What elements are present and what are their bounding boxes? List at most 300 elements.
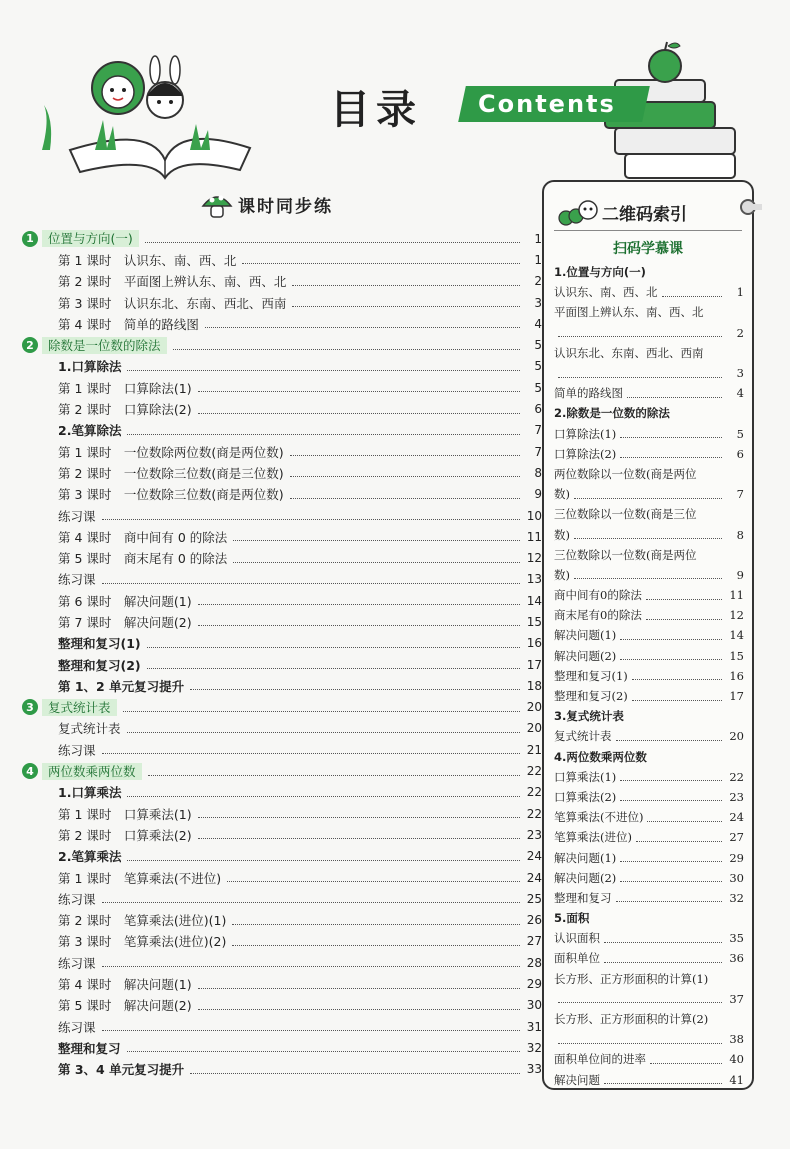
page-number: 11 [729,588,744,603]
qr-entry-label: 三位数除以一位数(商是两位 [554,547,697,562]
page-number: 37 [729,991,744,1006]
leader-dots [646,591,722,600]
page-number: 23 [526,827,542,842]
section-title: 位置与方向(一) [42,230,139,247]
page-number: 6 [534,402,542,417]
page-number: 32 [729,890,744,905]
page-number: 10 [526,508,542,523]
leader-dots [145,234,520,243]
page-number: 31 [526,1019,542,1034]
qr-entry-label: 长方形、正方形面积的计算(2) [554,1011,709,1026]
qr-section-heading [554,262,744,282]
qr-entry[interactable] [554,323,744,343]
qr-section-heading [554,403,744,423]
qr-entry-label: 复式统计表 [554,729,612,744]
toc-entry[interactable] [22,782,542,803]
section-title: 除数是一位数的除法 [42,337,167,354]
page-number: 17 [526,657,542,672]
page-number: 2 [534,274,542,289]
section-number-badge: 3 [22,699,38,715]
qr-entry[interactable] [554,646,744,666]
leader-dots [620,873,722,882]
qr-entry[interactable] [554,605,744,625]
toc-entry[interactable] [22,484,542,505]
page-number: 7 [736,487,744,502]
leader-dots [604,934,722,943]
toc-left [22,228,542,1080]
leader-dots [233,554,520,563]
entry-label: 整理和复习(2) [58,657,141,673]
page-number: 11 [526,529,542,544]
page-number: 1 [534,252,542,267]
qr-entry[interactable] [554,827,744,847]
leader-dots [558,328,722,337]
leader-dots [127,426,520,435]
qr-entry[interactable] [554,686,744,706]
qr-entry-label: 口算乘法(1) [554,769,617,784]
page-number: 14 [526,593,542,608]
qr-entry-text[interactable] [554,545,744,565]
page-number: 3 [534,295,542,310]
toc-entry[interactable] [22,803,542,824]
qr-entry-label: 三位数除以一位数(商是三位 [554,507,697,522]
qr-entry-label: 长方形、正方形面积的计算(1) [554,971,709,986]
qr-entry[interactable] [554,444,744,464]
qr-entry-label: 两位数除以一位数(商是两位 [554,466,697,481]
page-number: 6 [736,446,744,461]
leader-dots [102,894,520,903]
qr-entry[interactable] [554,424,744,444]
qr-entry[interactable] [554,625,744,645]
page-number: 5 [534,359,542,374]
toc-entry[interactable] [22,590,542,611]
qr-index-list [554,262,744,1090]
toc-entry[interactable] [22,739,542,760]
leader-dots [604,1075,722,1084]
qr-entry-text[interactable] [554,504,744,524]
page-number: 12 [729,608,744,623]
page-number: 24 [526,870,542,885]
leader-dots [650,1055,722,1064]
leader-dots [127,1043,520,1052]
page-number: 36 [729,951,744,966]
leader-dots [233,532,520,541]
qr-entry-text[interactable] [554,343,744,363]
leader-dots [190,1065,520,1074]
entry-label: 第 1 课时 笔算乘法(不进位) [58,870,222,886]
kids-illustration [92,56,183,118]
leader-dots [620,651,722,660]
page-number: 32 [526,1040,542,1055]
qr-entry[interactable] [554,1049,744,1069]
page-number: 20 [729,729,744,744]
qr-entry-label: 笔算乘法(不进位) [554,810,644,825]
toc-entry[interactable] [22,526,542,547]
qr-index-panel [542,180,754,1090]
toc-entry[interactable] [22,249,542,270]
leader-dots [627,389,722,398]
leader-dots [647,813,722,822]
leader-dots [102,745,520,754]
leader-dots [290,468,520,477]
page-number: 1 [736,285,744,300]
entry-label: 第 4 课时 简单的路线图 [58,316,199,332]
leader-dots [102,1022,520,1031]
toc-entry[interactable] [22,888,542,909]
leader-dots [232,937,520,946]
toc-entry[interactable] [22,633,542,654]
entry-label: 复式统计表 [58,721,121,737]
leader-dots [620,631,722,640]
page-number: 15 [526,614,542,629]
toc-entry[interactable] [22,824,542,845]
entry-label: 第 2 课时 口算除法(2) [58,402,192,418]
page-number: 5 [534,380,542,395]
leader-dots [147,660,520,669]
contents-banner [458,86,650,122]
entry-label: 练习课 [58,891,96,907]
leader-dots [102,958,520,967]
leader-dots [616,732,723,741]
page-number: 1 [534,231,542,246]
entry-label: 第 1 课时 认识东、南、西、北 [58,252,237,268]
page-number: 16 [526,636,542,651]
caterpillar-icon [556,194,600,228]
page-number: 22 [526,785,542,800]
leader-dots [127,788,520,797]
qr-entry-label: 解决问题(1) [554,628,617,643]
leader-dots [620,792,722,801]
qr-entry-label: 数) [554,527,570,542]
toc-entry[interactable] [22,1059,542,1080]
leader-dots [620,449,722,458]
qr-entry[interactable] [554,666,744,686]
toc-entry[interactable] [22,420,542,441]
leader-dots [198,1001,520,1010]
qr-entry-label: 解决问题(2) [554,870,617,885]
entry-label: 第 2 课时 一位数除三位数(商是三位数) [58,465,284,481]
leader-dots [127,852,520,861]
qr-entry[interactable] [554,767,744,787]
entry-label: 第 5 课时 商末尾有 0 的除法 [58,551,228,567]
entry-label: 整理和复习 [58,1040,121,1056]
qr-entry[interactable] [554,807,744,827]
leader-dots [574,530,722,539]
leader-dots [102,511,520,520]
entry-label: 第 7 课时 解决问题(2) [58,614,192,630]
entry-label: 整理和复习(1) [58,636,141,652]
leader-dots [574,570,722,579]
binder-clip-icon [740,198,762,216]
section-number-badge: 4 [22,763,38,779]
leader-dots [604,954,722,963]
page-number: 27 [729,830,744,845]
entry-label: 第 2 课时 口算乘法(2) [58,827,192,843]
qr-entry[interactable] [554,726,744,746]
leader-dots [227,873,520,882]
entry-label: 练习课 [58,508,96,524]
leader-dots [123,703,520,712]
leader-dots [290,490,520,499]
qr-entry-label: 解决问题(1) [554,850,617,865]
qr-entry-label: 认识东北、东南、西北、西南 [554,345,704,360]
qr-entry-label: 平面图上辨认东、南、西、北 [554,305,704,320]
page-number: 7 [534,444,542,459]
qr-entry-label: 商末尾有0的除法 [554,608,642,623]
qr-entry[interactable] [554,585,744,605]
qr-heading-label: 5.面积 [554,911,590,926]
qr-index-title: 二维码索引 [602,205,687,225]
toc-section-3[interactable] [22,697,542,718]
toc-entry[interactable] [22,377,542,398]
qr-entry-text[interactable] [554,464,744,484]
qr-entry[interactable] [554,989,744,1009]
entry-label: 练习课 [58,572,96,588]
page-number: 8 [534,465,542,480]
page-number: 16 [729,668,744,683]
leader-dots [173,341,520,350]
toc-entry[interactable] [22,356,542,377]
qr-entry-label: 解决问题(2) [554,648,617,663]
leader-dots [190,681,520,690]
left-heading-text: 课时同步练 [238,196,333,217]
qr-entry-label: 数) [554,567,570,582]
qr-index-header [554,194,742,231]
page-number: 5 [534,338,542,353]
qr-entry[interactable] [554,1070,744,1090]
leader-dots [620,853,722,862]
page-number: 41 [729,1072,744,1087]
toc-entry[interactable] [22,846,542,867]
page-number: 40 [729,1052,744,1067]
qr-entry-label: 商中间有0的除法 [554,588,642,603]
leader-dots [292,298,520,307]
page-number: 35 [729,931,744,946]
qr-heading-label: 4.两位数乘两位数 [554,749,647,764]
page-number: 20 [526,721,542,736]
qr-section-heading [554,908,744,928]
entry-label: 第 2 课时 平面图上辨认东、南、西、北 [58,274,287,290]
leader-dots [102,575,520,584]
toc-entry[interactable] [22,995,542,1016]
entry-label: 第 1 课时 一位数除两位数(商是两位数) [58,444,284,460]
qr-entry-label: 面积单位间的进率 [554,1052,646,1067]
toc-section-4[interactable] [22,760,542,781]
qr-entry[interactable] [554,484,744,504]
page-number: 29 [729,850,744,865]
page-number: 30 [526,998,542,1013]
qr-entry-label: 认识东、南、西、北 [554,285,658,300]
qr-entry[interactable] [554,565,744,585]
toc-section-2[interactable] [22,334,542,355]
page-number: 29 [526,977,542,992]
toc-section-1[interactable] [22,228,542,249]
qr-entry-label: 认识面积 [554,931,600,946]
qr-entry-label: 数) [554,487,570,502]
page-number: 8 [736,527,744,542]
qr-entry-label: 面积单位 [554,951,600,966]
page-number: 17 [729,689,744,704]
toc-entry[interactable] [22,931,542,952]
leader-dots [198,617,520,626]
left-heading [200,188,333,220]
qr-entry[interactable] [554,282,744,302]
qr-entry[interactable] [554,847,744,867]
page-number: 22 [729,769,744,784]
qr-entry[interactable] [554,868,744,888]
page-number: 22 [526,764,542,779]
toc-entry[interactable] [22,1037,542,1058]
leader-dots [558,994,722,1003]
qr-index-subtitle: 扫码学慕课 [613,241,683,257]
entry-label: 第 6 课时 解决问题(1) [58,593,192,609]
leader-dots [147,639,520,648]
toc-entry[interactable] [22,910,542,931]
page-number: 12 [526,551,542,566]
page-number: 21 [526,742,542,757]
page-number: 2 [736,325,744,340]
toc-entry[interactable] [22,398,542,419]
leader-dots [574,490,722,499]
page-number: 9 [736,567,744,582]
leader-dots [632,692,722,701]
leader-dots [242,255,520,264]
leader-dots [198,405,520,414]
qr-entry[interactable] [554,787,744,807]
section-title: 两位数乘两位数 [42,763,142,780]
entry-label: 第 2 课时 笔算乘法(进位)(1) [58,913,227,929]
qr-heading-label: 1.位置与方向(一) [554,265,646,280]
qr-entry-label: 整理和复习 [554,890,612,905]
qr-entry-text[interactable] [554,302,744,322]
toc-entry[interactable] [22,462,542,483]
section-title: 复式统计表 [42,699,117,716]
page-number: 24 [729,810,744,825]
entry-label: 第 1 课时 口算除法(1) [58,380,192,396]
leader-dots [148,767,520,776]
section-number-badge: 1 [22,231,38,247]
qr-section-heading [554,747,744,767]
leader-dots [198,596,520,605]
page-number: 30 [729,870,744,885]
toc-entry[interactable] [22,547,542,568]
page-number: 23 [729,789,744,804]
header [0,0,790,185]
entry-label: 第 3、4 单元复习提升 [58,1062,185,1078]
leader-dots [616,893,723,902]
qr-heading-label: 3.复式统计表 [554,709,624,724]
page-number: 9 [534,487,542,502]
toc-entry[interactable] [22,1016,542,1037]
page-number: 14 [729,628,744,643]
qr-entry-text[interactable] [554,969,744,989]
leader-dots [198,809,520,818]
leader-dots [646,611,722,620]
mushroom-icon [200,188,234,220]
toc-entry[interactable] [22,973,542,994]
qr-entry-label: 整理和复习(1) [554,668,628,683]
page-number: 38 [729,1032,744,1047]
page-number: 24 [526,849,542,864]
page-number: 28 [526,955,542,970]
toc-entry[interactable] [22,718,542,739]
qr-entry-label: 口算除法(2) [554,446,617,461]
entry-label: 练习课 [58,1019,96,1035]
entry-label: 1.口算除法 [58,359,122,375]
page-number: 25 [526,891,542,906]
page-number: 5 [736,426,744,441]
entry-label: 练习课 [58,742,96,758]
entry-label: 第 3 课时 一位数除三位数(商是两位数) [58,487,284,503]
entry-label: 2.笔算乘法 [58,849,122,865]
apple-icon [649,42,681,82]
toc-entry[interactable] [22,441,542,462]
toc-entry[interactable] [22,952,542,973]
qr-entry[interactable] [554,928,744,948]
entry-label: 第 1、2 单元复习提升 [58,678,185,694]
qr-entry[interactable] [554,888,744,908]
leader-dots [558,369,722,378]
qr-entry-label: 简单的路线图 [554,386,623,401]
toc-entry[interactable] [22,292,542,313]
leader-dots [620,772,722,781]
page-number: 4 [534,316,542,331]
contents-label: Contents [478,90,616,118]
entry-label: 第 3 课时 笔算乘法(进位)(2) [58,934,227,950]
page-number: 4 [736,386,744,401]
leader-dots [198,980,520,989]
leader-dots [232,916,520,925]
page-number: 33 [526,1062,542,1077]
toc-entry[interactable] [22,505,542,526]
qr-entry-label: 笔算乘法(进位) [554,830,632,845]
qr-entry-label: 解决问题 [554,1072,600,1087]
page-number: 26 [526,913,542,928]
qr-entry[interactable] [554,948,744,968]
qr-entry[interactable] [554,363,744,383]
entry-label: 第 1 课时 口算乘法(1) [58,806,192,822]
qr-entry-text[interactable] [554,1009,744,1029]
qr-entry[interactable] [554,524,744,544]
toc-entry[interactable] [22,271,542,292]
qr-entry[interactable] [554,1029,744,1049]
qr-entry-label: 口算除法(1) [554,426,617,441]
leader-dots [127,724,520,733]
section-number-badge: 2 [22,337,38,353]
toc-entry[interactable] [22,675,542,696]
page-number: 22 [526,806,542,821]
qr-heading-label: 2.除数是一位数的除法 [554,406,670,421]
entry-label: 1.口算乘法 [58,785,122,801]
toc-entry[interactable] [22,313,542,334]
leader-dots [632,671,722,680]
qr-entry[interactable] [554,383,744,403]
leader-dots [662,288,723,297]
leader-dots [620,429,722,438]
page-number: 18 [526,678,542,693]
toc-entry[interactable] [22,867,542,888]
leader-dots [636,833,722,842]
leader-dots [292,277,520,286]
qr-section-heading [554,706,744,726]
toc-entry[interactable] [22,569,542,590]
page-title: 目录 [330,87,422,133]
leader-dots [205,319,520,328]
toc-entry[interactable] [22,654,542,675]
toc-entry[interactable] [22,611,542,632]
entry-label: 第 4 课时 商中间有 0 的除法 [58,529,228,545]
leader-dots [558,1035,722,1044]
